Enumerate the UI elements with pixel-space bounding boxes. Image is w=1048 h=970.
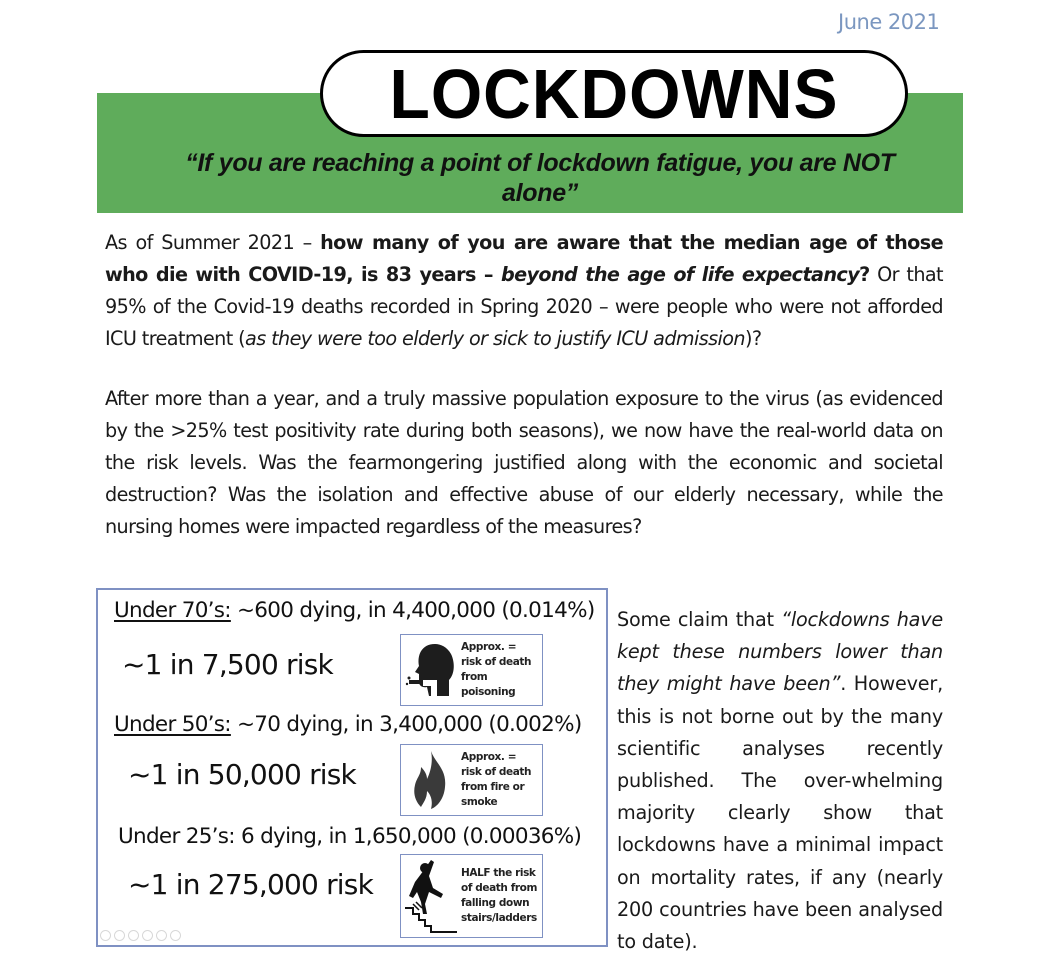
comparison-box-poisoning: [400, 634, 543, 706]
stat-heading-under-50: [114, 712, 582, 737]
side-paragraph: [617, 604, 943, 958]
side-quote-italic: “lockdowns have kept these numbers lower than they might have been”: [617, 608, 944, 696]
more-icon[interactable]: [170, 930, 181, 941]
stat-heading-under-70: [114, 598, 595, 623]
intro-bold-qmark: ?: [859, 263, 870, 286]
falling-stairs-icon: [401, 856, 461, 936]
issue-date: June 2021: [838, 10, 940, 34]
intro-italic-text: as they were too elderly or sick to justify ICU admission: [245, 327, 745, 350]
second-paragraph: After more than a year, and a truly massive population exposure to the virus (as evidenced by the >25% test positivity rate during both seasons), we now have the real-world data on the risk levels. Was the fearmongering justified along with the economic and societal destruction? Was the isolation and effective abuse of our elderly necessary, while the nursing homes were impacted regardless of the measures?: [105, 387, 943, 538]
comparison-text: Approx. = risk of death from fire or smoke: [461, 751, 532, 808]
comparison-box-falling: [400, 854, 543, 938]
slides-icon[interactable]: [142, 930, 153, 941]
zoom-icon[interactable]: [156, 930, 167, 941]
side-text-1: Some claim that: [617, 608, 782, 631]
comparison-text: HALF the risk of death from falling down stairs/ladders: [461, 867, 538, 924]
comparison-box-fire: [400, 744, 543, 816]
age-group-label: Under 70’s:: [114, 598, 231, 623]
intro-bold-text: how many of you are aware that the median age of those who die with COVID-19, is 83 years –: [105, 231, 943, 286]
title-pill: [320, 50, 908, 137]
age-group-label: Under 50’s:: [114, 712, 231, 737]
stat-detail: ~70 dying, in 3,400,000 (0.002%): [230, 712, 582, 737]
intro-bold-italic-text: beyond the age of life expectancy: [500, 263, 860, 286]
intro-text: As of Summer 2021 –: [105, 231, 321, 254]
comparison-text: Approx. = risk of death from poisoning: [461, 641, 532, 698]
risk-ratio-under-70: ~1 in 7,500 risk: [122, 648, 333, 681]
risk-ratio-under-25: ~1 in 275,000 risk: [128, 868, 373, 901]
risk-stats-slide: [96, 588, 608, 947]
fire-icon: [401, 746, 461, 814]
intro-text-2: Or that 95% of the Covid-19 deaths recorded in Spring 2020 – were people who were not afforded ICU treatment (: [105, 263, 943, 350]
page-title: LOCKDOWNS: [389, 54, 839, 133]
stat-detail: ~600 dying, in 4,400,000 (0.014%): [230, 598, 595, 623]
header-quote: “If you are reaching a point of lockdown fatigue, you are NOT alone”: [185, 149, 895, 207]
intro-text-end: )?: [744, 327, 762, 350]
stat-detail: 6 dying, in 1,650,000 (0.00036%): [234, 824, 582, 849]
next-slide-icon[interactable]: [114, 930, 125, 941]
intro-paragraph: [105, 227, 943, 355]
pen-icon[interactable]: [128, 930, 139, 941]
age-group-label: Under 25’s:: [118, 824, 235, 849]
slide-controls[interactable]: [100, 930, 181, 941]
side-text-2: . However, this is not borne out by the many scientific analyses recently published. The over-whelming majority clearly show that lockdowns have a minimal impact on mortality rates, if any (nearly 200 countries have been analysed to date).: [617, 672, 943, 954]
stat-heading-under-25: [118, 824, 581, 849]
risk-ratio-under-50: ~1 in 50,000 risk: [128, 758, 356, 791]
prev-slide-icon[interactable]: [100, 930, 111, 941]
poisoning-head-icon: [401, 636, 461, 704]
